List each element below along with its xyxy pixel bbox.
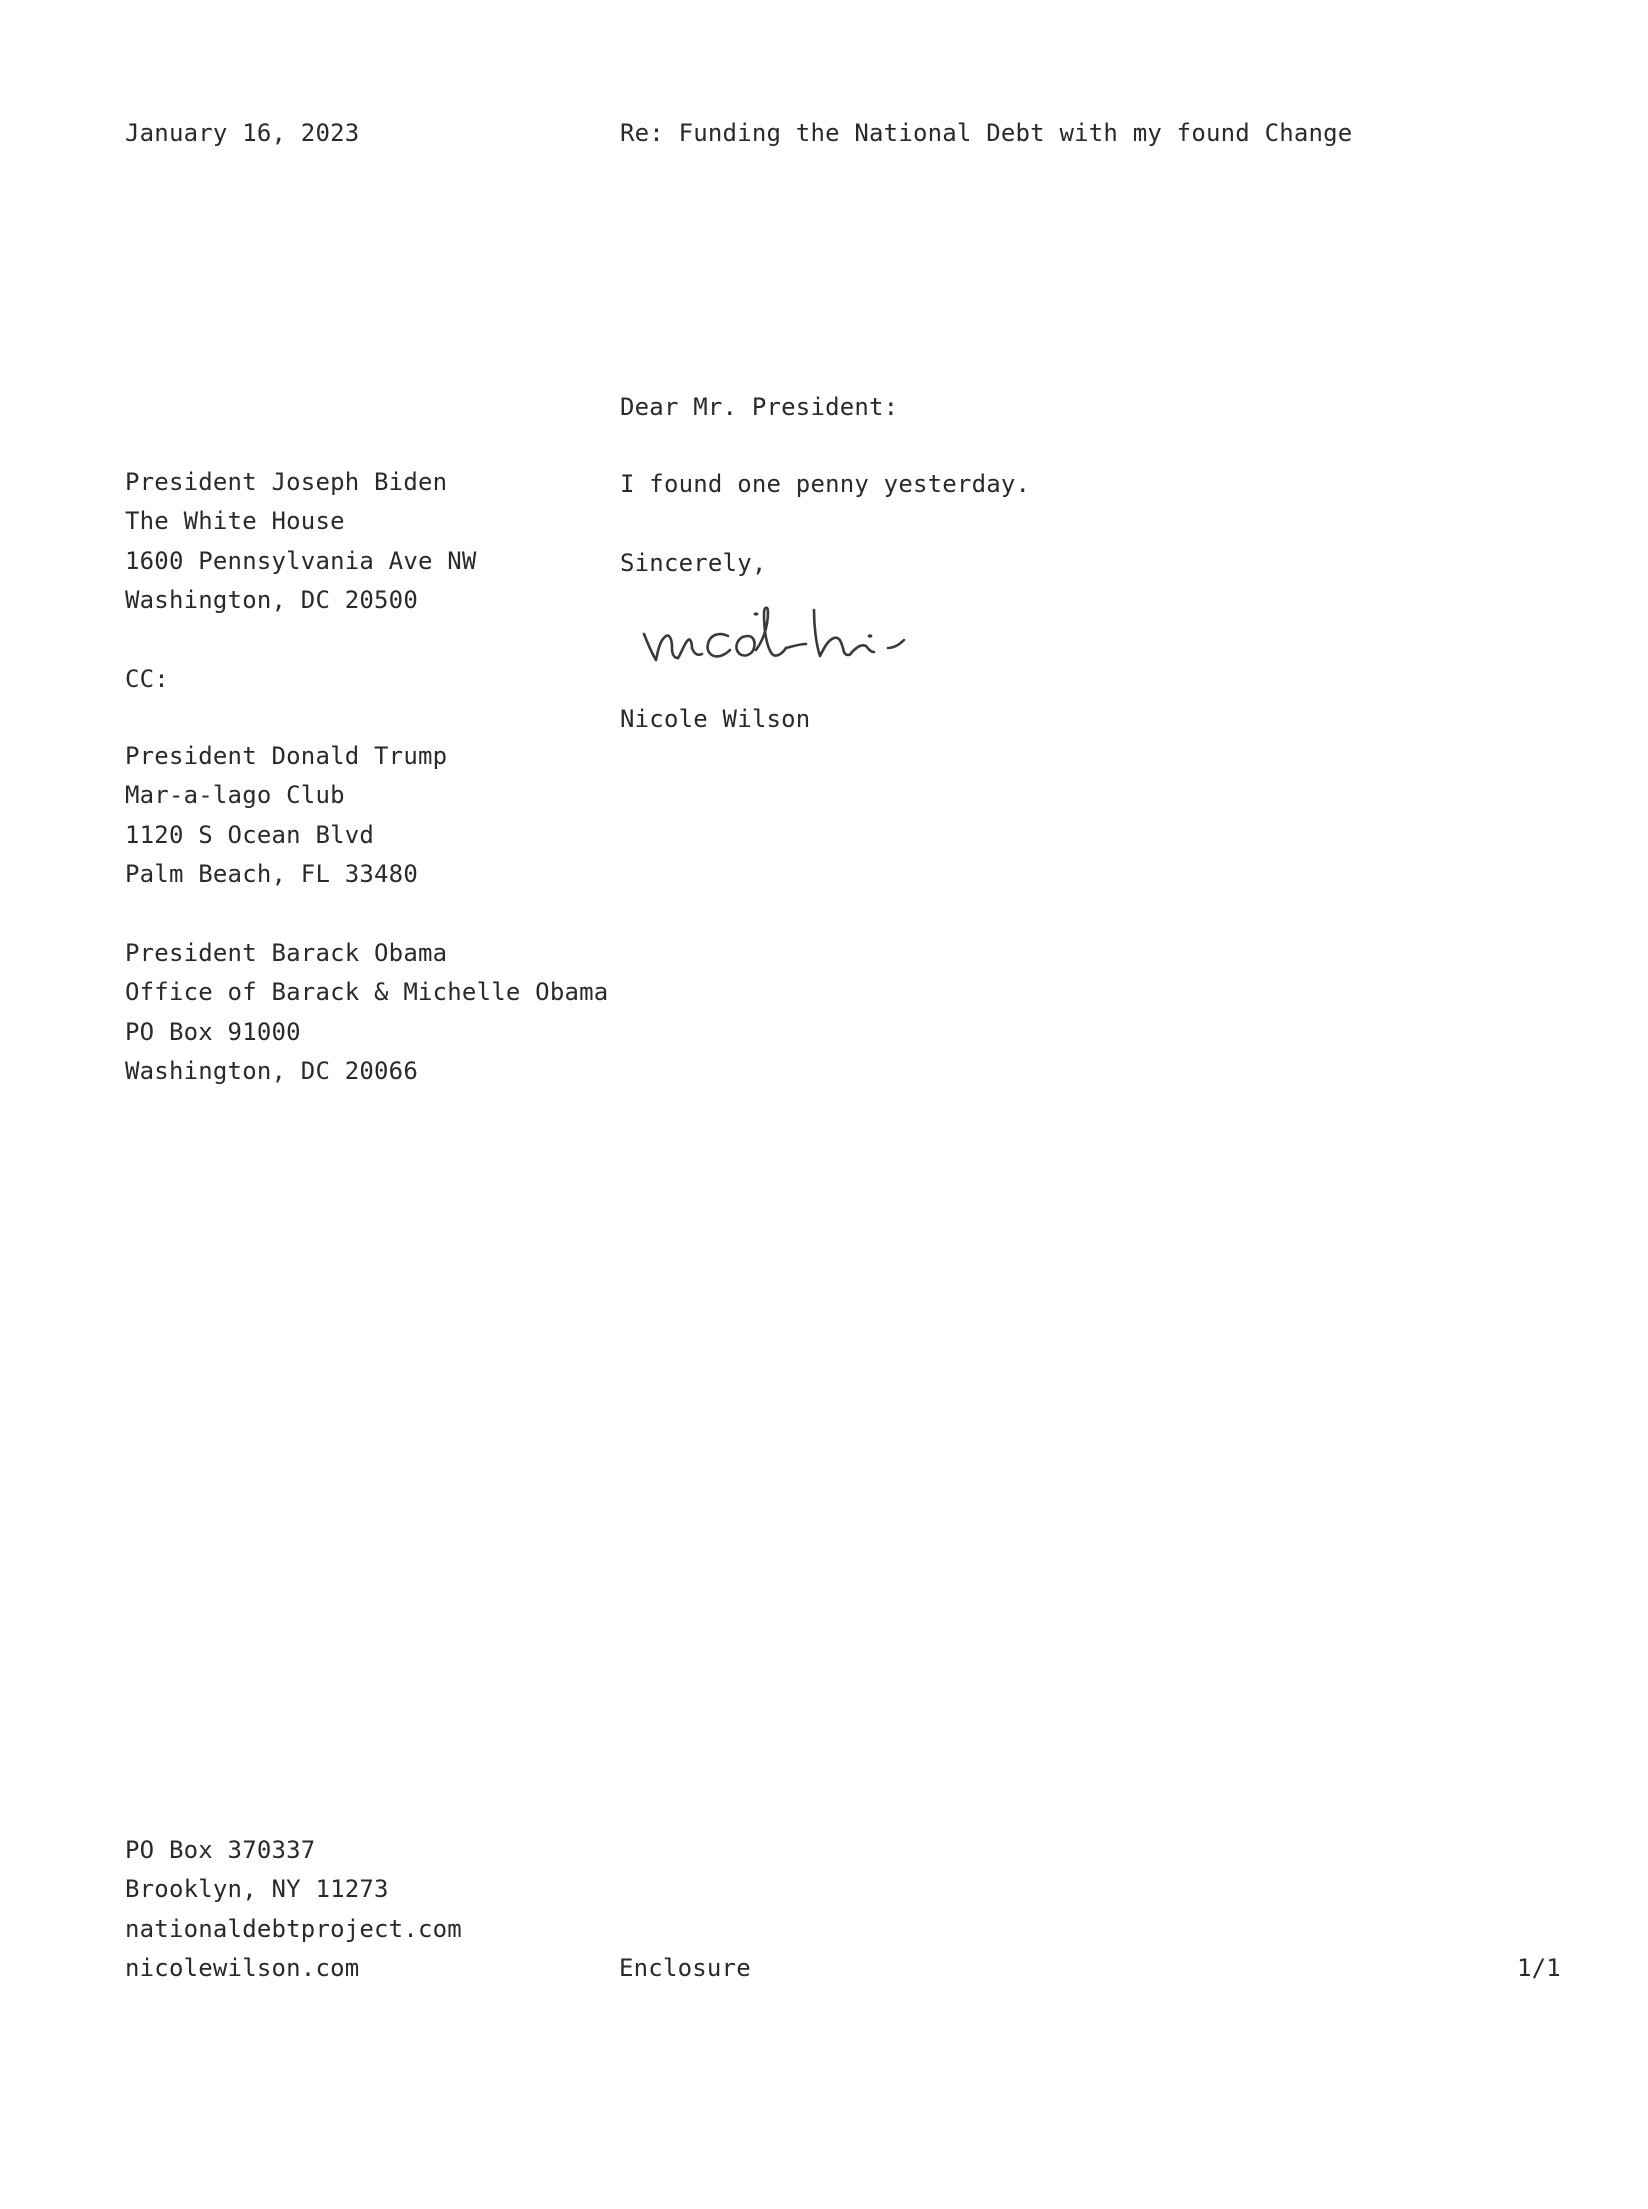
cc-recipient-line: President Donald Trump xyxy=(125,742,448,770)
handwritten-signature xyxy=(638,592,968,672)
recipient-line: President Joseph Biden xyxy=(125,468,448,496)
sender-website: nicolewilson.com xyxy=(125,1953,360,1982)
cc-recipient-line: Palm Beach, FL 33480 xyxy=(125,859,418,888)
cc-recipient-line: Mar-a-lago Club xyxy=(125,781,345,810)
cc-recipient-address xyxy=(125,934,608,1091)
cc-recipient-line: President Barack Obama xyxy=(125,939,448,967)
recipient-address xyxy=(125,463,477,620)
cc-recipient-line: Office of Barack & Michelle Obama xyxy=(125,978,609,1007)
letter-subject: Re: Funding the National Debt with my found Change xyxy=(620,119,1353,147)
cc-recipient-line: Washington, DC 20066 xyxy=(125,1056,418,1085)
recipient-line: Washington, DC 20500 xyxy=(125,585,418,614)
sender-address-line: PO Box 370337 xyxy=(125,1836,316,1864)
sender-name: Nicole Wilson xyxy=(620,705,811,733)
sender-website: nationaldebtproject.com xyxy=(125,1914,462,1943)
recipient-line: 1600 Pennsylvania Ave NW xyxy=(125,546,477,575)
cc-recipient-address xyxy=(125,737,447,894)
cc-label: CC: xyxy=(125,665,169,693)
recipient-line: The White House xyxy=(125,507,345,536)
salutation: Dear Mr. President: xyxy=(620,393,899,421)
letter-date: January 16, 2023 xyxy=(125,119,360,147)
enclosure-label: Enclosure xyxy=(619,1954,751,1982)
closing: Sincerely, xyxy=(620,549,767,577)
page-number: 1/1 xyxy=(1517,1954,1561,1982)
sender-address xyxy=(125,1831,462,1988)
sender-address-line: Brooklyn, NY 11273 xyxy=(125,1875,389,1904)
cc-recipient-line: PO Box 91000 xyxy=(125,1017,301,1046)
cc-recipient-line: 1120 S Ocean Blvd xyxy=(125,820,375,849)
message-body: I found one penny yesterday. xyxy=(620,470,1031,498)
